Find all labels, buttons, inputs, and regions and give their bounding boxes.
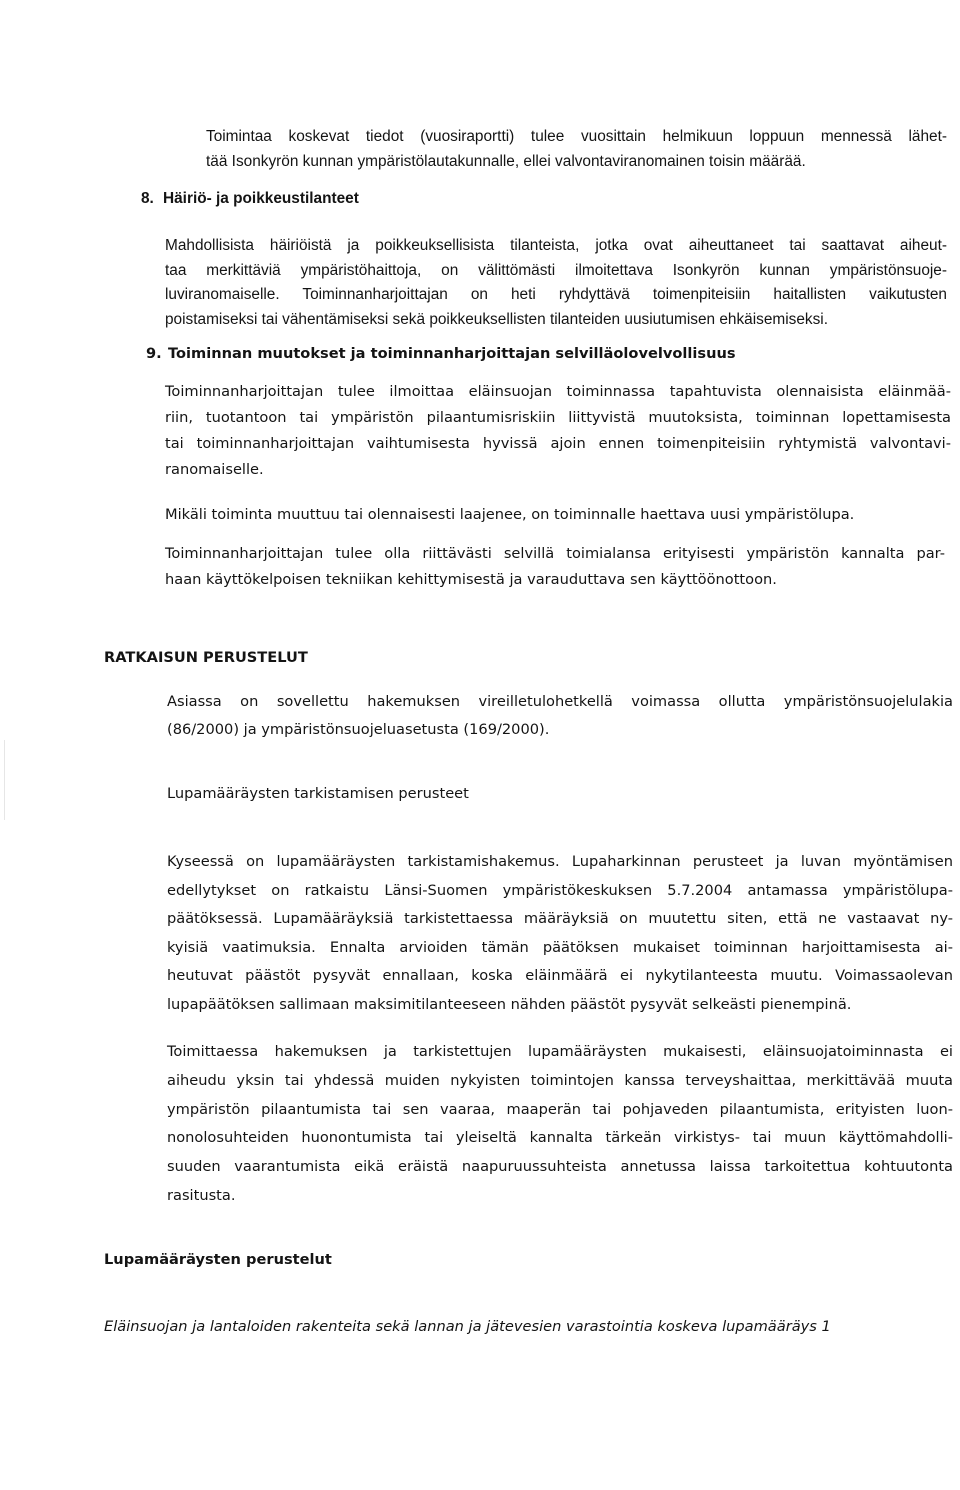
text-line: lupapäätöksen sallimaan maksimitilanteeseen nähden päästöt pysyvät selkeästi pienempinä. (167, 995, 852, 1013)
text-line: kyisiä vaatimuksia. Ennalta arvioiden tämän päätöksen mukaiset toiminnan harjoittamisesta ai- (167, 938, 953, 956)
text-line: aiheudu yksin tai yhdessä muiden nykyisten toimintojen kanssa terveyshaittaa, merkittävää muuta (167, 1071, 953, 1089)
section-number: 8. (141, 190, 154, 207)
section-8-heading (141, 189, 359, 209)
text-line: heutuvat päästöt pysyvät ennallaan, koska eläinmäärä ei nykytilanteesta muutu. Voimassaolevan (167, 967, 953, 985)
text-line: poistamiseksi tai vähentämiseksi sekä poikkeuksellisten tilanteiden uusiutumisen ehkäisemiseksi. (165, 310, 828, 328)
section-9-paragraph-1 (165, 379, 951, 483)
heading-text: Lupamääräysten perustelut (104, 1251, 332, 1268)
ratkaisun-perustelut-heading (104, 648, 308, 668)
lupamaaraysten-perustelut-heading (104, 1250, 332, 1270)
text-line: haan käyttökelpoisen tekniikan kehittymisestä ja varauduttava sen käyttöönottoon. (165, 571, 777, 588)
tarkistamisen-perusteet-subheading (167, 783, 469, 805)
text-line: nonolosuhteiden huonontumista tai yleiseltä kannalta tärkeän virkistys- tai muun käyttömahdolli- (167, 1129, 953, 1147)
text-line: suuden vaarantumista eikä eräistä naapuruussuhteista annetussa laissa tarkoitettua kohtuutonta (167, 1158, 953, 1176)
text-line: (86/2000) ja ympäristönsuojeluasetusta (169/2000). (167, 721, 550, 738)
text-line: päätöksessä. Lupamääräyksiä tarkistettaessa määräyksiä on muutettu siten, että ne vastaavat ny- (167, 910, 953, 928)
perustelut-paragraph-2 (167, 848, 953, 1020)
text-line: Mahdollisista häiriöistä ja poikkeuksellisista tilanteista, jotka ovat aiheuttaneet tai saattavat aiheut- (165, 237, 947, 254)
section-8-paragraph (165, 234, 947, 332)
text-line: ranomaiselle. (165, 461, 264, 478)
text-line: Mikäli toiminta muuttuu tai olennaisesti laajenee, on toiminnalle haettava uusi ympäristölupa. (165, 506, 855, 523)
section-9-paragraph-2 (165, 502, 951, 528)
text-line: Toimittaessa hakemuksen ja tarkistettujen lupamääräysten mukaisesti, eläinsuojatoiminnasta ei (167, 1043, 953, 1060)
text-line: ympäristön pilaantumista tai sen vaaraa, maaperän tai pohjaveden pilaantumista, erityisten luon- (167, 1100, 953, 1118)
section-number: 9. (146, 345, 162, 362)
text-line: tai toiminnanharjoittajan vaihtumisesta hyvissä ajoin ennen toimenpiteisiin ryhtymistä valvontavi- (165, 435, 951, 452)
section-9-paragraph-3 (165, 541, 945, 593)
text-line: Toimintaa koskevat tiedot (vuosiraportti) tulee vuosittain helmikuun loppuun mennessä lähet- (206, 128, 947, 145)
perustelut-paragraph-3 (167, 1038, 953, 1211)
scan-margin-line (4, 740, 5, 820)
text-line: taa merkittäviä ympäristöhaittoja, on välittömästi ilmoitettava Isonkyrön kunnan ympäristönsuoje- (165, 261, 947, 279)
perustelut-paragraph-1 (167, 688, 953, 744)
text-line: luviranomaiselle. Toiminnanharjoittajan on heti ryhdyttävä toimenpiteisiin haitallisten vaikutusten (165, 286, 947, 303)
italic-title-text: Eläinsuojan ja lantaloiden rakenteita sekä lannan ja jätevesien varastointia koskeva lupamääräys 1 (104, 1318, 831, 1335)
text-line: rasitusta. (167, 1186, 236, 1204)
section-title: Toiminnan muutokset ja toiminnanharjoittajan selvilläolovelvollisuus (168, 345, 736, 362)
subheading-text: Lupamääräysten tarkistamisen perusteet (167, 785, 469, 802)
text-line: edellytykset on ratkaistu Länsi-Suomen ympäristökeskuksen 5.7.2004 antamassa ympäristölupa- (167, 881, 953, 899)
text-line: tää Isonkyrön kunnan ympäristölautakunnalle, ellei valvontaviranomainen toisin määrää. (206, 153, 806, 170)
section-title: Häiriö- ja poikkeustilanteet (163, 190, 359, 207)
text-line: Toiminnanharjoittajan tulee ilmoittaa eläinsuojan toiminnassa tapahtuvista olennaisista eläinmää- (165, 383, 951, 400)
section-9-heading (146, 344, 736, 364)
heading-text: RATKAISUN PERUSTELUT (104, 649, 308, 666)
intro-paragraph (206, 124, 947, 174)
text-line: Toiminnanharjoittajan tulee olla riittävästi selvillä toimialansa erityisesti ympäristön kannalta par- (165, 545, 945, 562)
text-line: Kyseessä on lupamääräysten tarkistamishakemus. Lupaharkinnan perusteet ja luvan myöntämisen (167, 853, 953, 870)
text-line: riin, tuotantoon tai ympäristön pilaantumisriskiin liittyvistä muutoksista, toiminnan lopettamisesta (165, 409, 951, 426)
text-line: Asiassa on sovellettu hakemuksen vireilletulohetkellä voimassa ollutta ympäristönsuojelulakia (167, 693, 953, 710)
lupamaarays-1-title (104, 1316, 831, 1338)
